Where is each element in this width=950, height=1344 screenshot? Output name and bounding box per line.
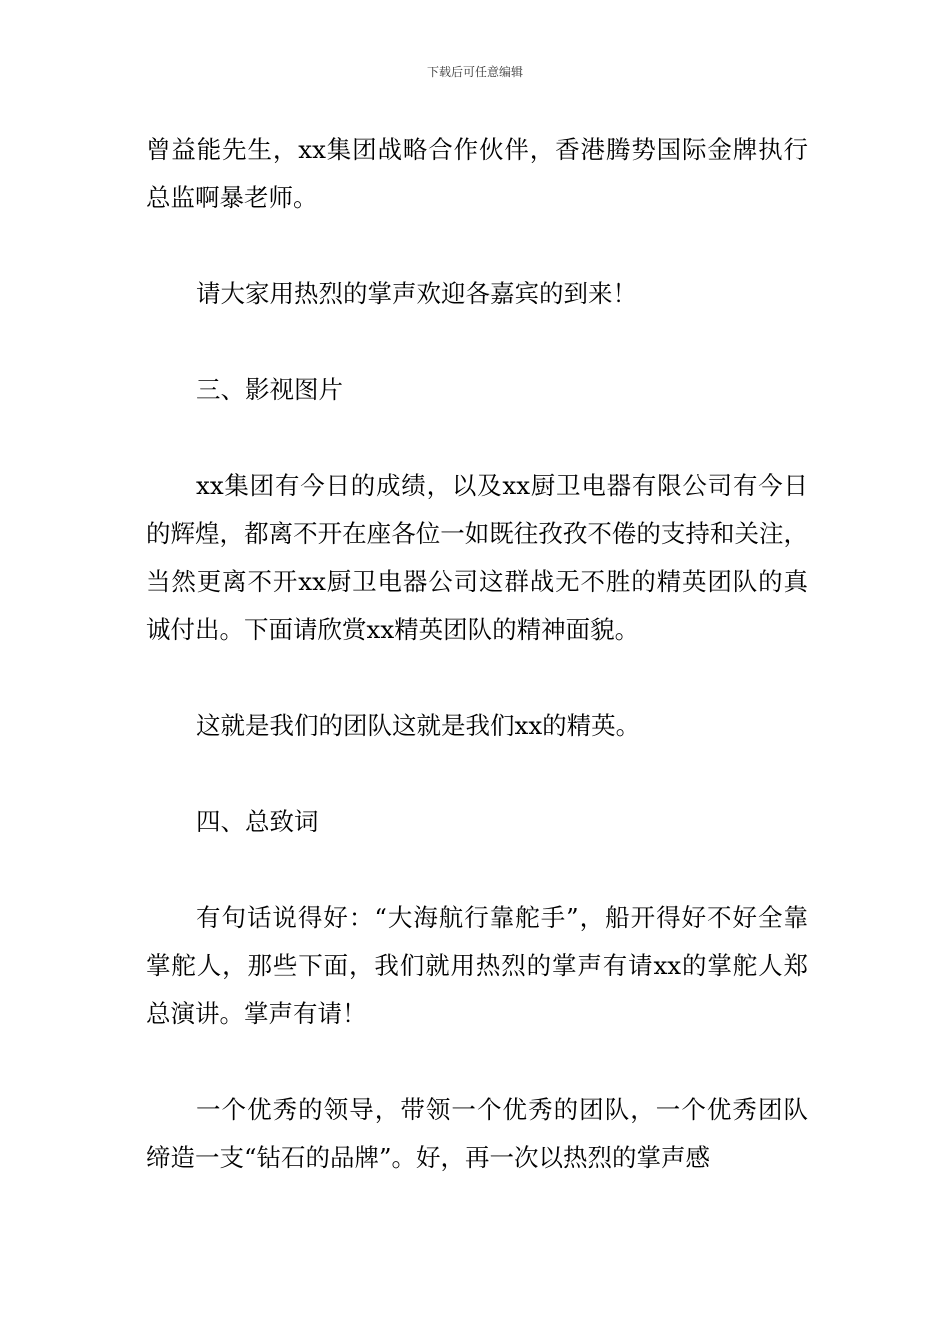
paragraph-spacer — [146, 318, 808, 366]
document-body — [146, 126, 808, 1182]
paragraph-achievements: xx集团有今日的成绩，以及xx厨卫电器有限公司有今日的辉煌，都离不开在座各位一如既往孜孜不倦的支持和关注，当然更离不开xx厨卫电器公司这群战无不胜的精英团队的真诚付出。下面请欣赏xx精英团队的精神面貌。 — [146, 471, 808, 644]
paragraph-spacer — [146, 414, 808, 462]
paragraph-spacer — [146, 222, 808, 270]
paragraph-spacer — [146, 846, 808, 894]
paragraph-leader: 一个优秀的领导，带领一个优秀的团队，一个优秀团队缔造一支“钻石的品牌”。好，再一次以热烈的掌声感 — [146, 1095, 808, 1172]
paragraph-welcome: 请大家用热烈的掌声欢迎各嘉宾的到来！ — [196, 279, 637, 308]
paragraph-spacer — [146, 654, 808, 702]
paragraph-spacer — [146, 1038, 808, 1086]
paragraph-team: 这就是我们的团队这就是我们xx的精英。 — [196, 711, 641, 740]
paragraph-helmsman: 有句话说得好：“大海航行靠舵手”，船开得好不好全靠掌舵人，那些下面，我们就用热烈的掌声有请xx的掌舵人郑总演讲。掌声有请！ — [146, 903, 808, 1028]
paragraph-spacer — [146, 750, 808, 798]
section-heading-video: 三、影视图片 — [196, 375, 343, 404]
page-header-note: 下载后可任意编辑 — [426, 65, 523, 79]
paragraph-guest-intro: 曾益能先生，xx集团战略合作伙伴，香港腾势国际金牌执行总监啊暴老师。 — [146, 135, 808, 212]
section-heading-speech: 四、总致词 — [196, 807, 319, 836]
